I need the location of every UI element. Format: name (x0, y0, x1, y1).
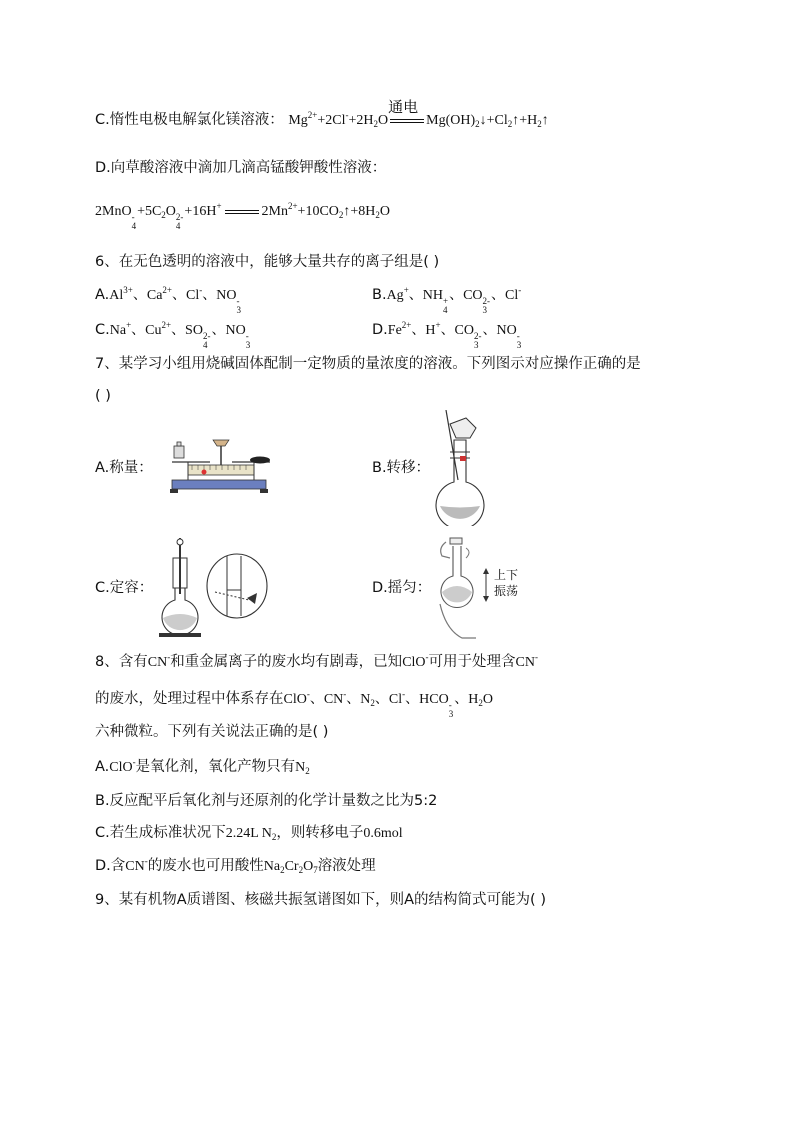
q6-option-b: B.Ag+、NH + 4 、CO 2- 3 、Cl- (372, 285, 522, 315)
q5-option-c (95, 97, 549, 131)
q8-option-a: A.ClO-是氧化剂，氧化产物只有$N_2$ (95, 757, 310, 776)
shake-figure (432, 534, 482, 642)
q5-option-d: D.向草酸溶液中滴加几滴高锰酸钾酸性溶液： (95, 160, 387, 176)
up-down-arrow-icon (480, 568, 492, 602)
q6-option-a: $A.Al^{3+}$、$Ca^{2+}$、Cl-、NO - 3 (95, 285, 241, 315)
q7-a-label: A.称量： (95, 460, 153, 476)
q8-line3: 六种微粒。下列有关说法正确的是( ) (95, 724, 329, 740)
q8-option-d: D.含CN-的废水也可用酸性$Na_2Cr_2O_7$溶液处理 (95, 856, 376, 875)
q8-option-b: B.反应配平后氧化剂与还原剂的化学计量数之比为5:2 (95, 793, 438, 809)
electrolysis-arrow: 通电 (390, 119, 424, 123)
q6-stem: 6、在无色透明的溶液中，能够大量共存的离子组是( ) (95, 254, 440, 270)
q8-line2: 的废水，处理过程中体系存在ClO-、CN-、$N_2$、Cl-、HCO - 3 、$H_2O$ (95, 689, 493, 719)
q8-line1: 8、含有CN-和重金属离子的废水均有剧毒，已知ClO-可用于处理含CN- (95, 652, 538, 670)
balance-scale-figure (158, 432, 282, 494)
q7-stem-line1: 7、某学习小组用烧碱固体配制一定物质的量浓度的溶液。下列图示对应操作正确的是 (95, 356, 641, 372)
q8-option-c: C.若生成标准状况下2.24L $N_2$，则转移电子0.6mol (95, 825, 403, 842)
q7-d-label: D.摇匀： (372, 580, 432, 596)
q5-c-equation: $Mg^{2+}+2Cl^-+2H_2O$ 通电 $Mg(OH)_2↓+Cl_2↑+H_2↑$ (288, 97, 549, 129)
shake-oscillate-text: 振荡 (494, 584, 519, 598)
q6-option-d: $D.Fe^{2+}$、H+、CO 2- 3 、NO - 3 (372, 320, 522, 350)
shake-up-down-text: 上下 (494, 568, 519, 582)
constant-volume-figure (155, 538, 275, 640)
q9-stem: 9、某有机物A质谱图、核磁共振氢谱图如下，则A的结构简式可能为( ) (95, 892, 546, 908)
q7-b-label: B.转移： (372, 460, 431, 476)
q6-option-c: C.Na+、$Cu^{2+}$、SO 2- 4 、NO - 3 (95, 320, 251, 350)
q5-d-equation: 2MnO - 4 $+5C_2O$ 2- 4 +16H+ $2Mn^{2+}+10CO_2↑+8H_2O$ (95, 201, 391, 231)
q7-c-label: C.定容： (95, 580, 154, 596)
transfer-figure (430, 410, 490, 526)
q5-c-label: C.惰性电极电解氯化镁溶液： (95, 112, 284, 128)
q7-stem-line2: ( ) (95, 388, 111, 404)
